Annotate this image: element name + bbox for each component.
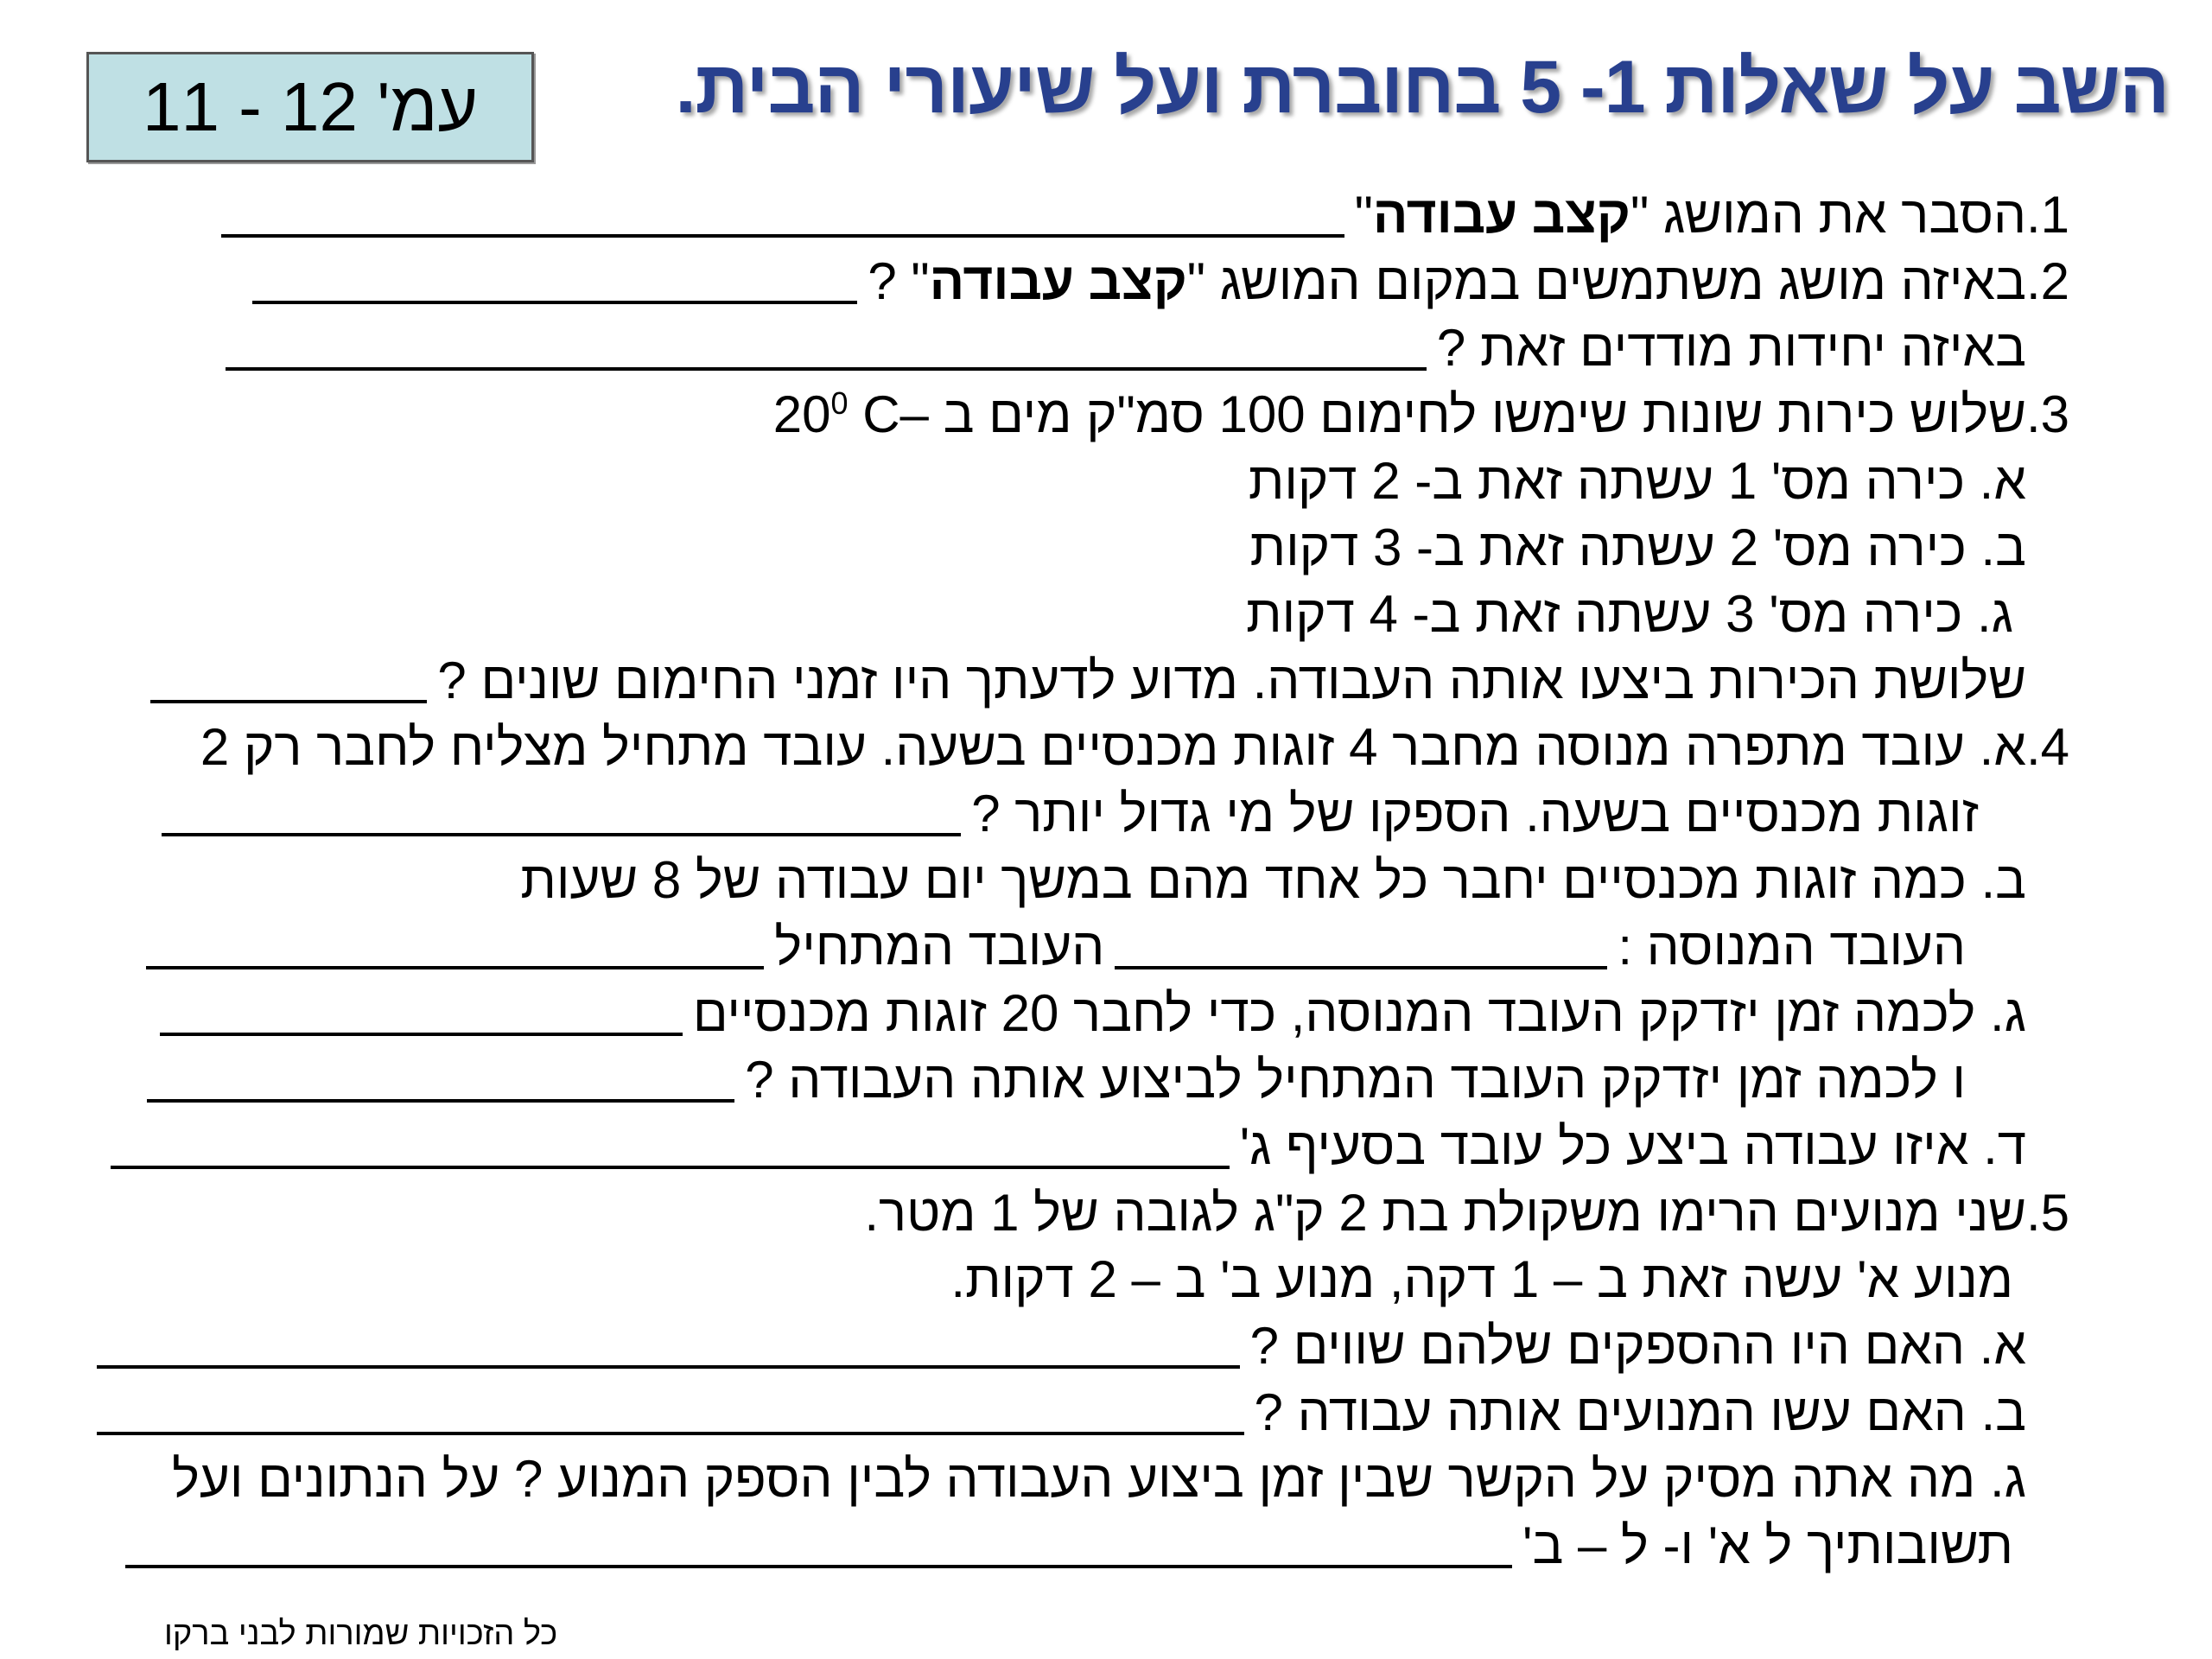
question-3-why-text: שלושת הכירות ביצעו אותה העבודה. מדוע לדעתך היו זמני החימום שונים ? xyxy=(437,652,2026,709)
answer-blank-q4c-beginner[interactable] xyxy=(147,1098,734,1103)
question-4d xyxy=(86,1113,2108,1179)
question-3-question xyxy=(86,647,2108,714)
experienced-worker-label: העובד המנוסה : xyxy=(1618,918,1966,976)
answer-blank-q5a[interactable] xyxy=(97,1364,1240,1369)
question-5 xyxy=(86,1179,2108,1246)
question-2-suffix: " ? xyxy=(868,252,930,310)
question-3-item-c xyxy=(86,581,2108,647)
stove-2-text: ב. כירה מס' 2 עשתה זאת ב- 3 דקות xyxy=(1249,518,2026,576)
answer-blank-q5c[interactable] xyxy=(125,1564,1512,1568)
question-2-text xyxy=(868,248,2026,315)
question-5c-text-1: ג. מה אתה מסיק על הקשר שבין זמן ביצוע העבודה לבין הספק המנוע ? על הנתונים ועל xyxy=(172,1450,2026,1508)
answer-blank-q4d[interactable] xyxy=(111,1165,1230,1169)
question-5c-text-2: תשובותיך ל א' ו- ל – ב' xyxy=(1522,1516,2013,1574)
question-number: .4 xyxy=(2026,718,2070,776)
stove-1-text: א. כירה מס' 1 עשתה זאת ב- 2 דקות xyxy=(1248,452,2026,510)
question-4a-text-1: א. עובד מתפרה מנוסה מחבר 4 זוגות מכנסיים בשעה. עובד מתחיל מצליח לחבר רק 2 xyxy=(200,718,2026,776)
worksheet-title: השב על שאלות 1- 5 בחוברת ועל שיעורי הבית. xyxy=(675,46,2169,129)
answer-blank-q3[interactable] xyxy=(150,699,427,703)
question-1-suffix: " xyxy=(1354,186,1373,244)
question-2-units-text: באיזה יחידות מודדים זאת ? xyxy=(1436,319,2026,377)
question-4c-text-1: ג. לכמה זמן יזדקק העובד המנוסה, כדי לחבר 20 זוגות מכנסיים xyxy=(692,984,2026,1042)
question-number: .1 xyxy=(2026,186,2070,244)
question-1 xyxy=(86,181,2108,248)
question-1-text xyxy=(1355,181,2026,248)
term-work-rate: קצב עבודה xyxy=(1372,186,1631,244)
question-5c-line-2 xyxy=(86,1512,2108,1579)
answer-blank-q4c-experienced[interactable] xyxy=(160,1032,683,1036)
degree-superscript: 0 xyxy=(830,385,849,421)
temperature-unit: C xyxy=(848,385,900,443)
question-3-text: שלוש כירות שונות שימשו לחימום 100 סמ"ק מים ב – xyxy=(899,385,2026,443)
question-4a-text-2: זוגות מכנסיים בשעה. הספקו של מי גדול יותר ? xyxy=(971,785,1979,842)
page-reference-badge xyxy=(86,52,534,162)
temperature-value xyxy=(759,381,899,448)
question-4c-line-2 xyxy=(86,1046,2108,1113)
answer-blank-q2b[interactable] xyxy=(226,366,1427,371)
question-5c xyxy=(86,1446,2108,1512)
page-reference-text: עמ' 12 - 11 xyxy=(142,68,479,145)
question-number: .3 xyxy=(2026,385,2070,443)
question-3-item-a xyxy=(86,448,2108,514)
question-number: .2 xyxy=(2026,252,2070,310)
answer-blank-q2a[interactable] xyxy=(252,300,857,304)
questions-list xyxy=(86,181,2108,1579)
question-4b-text: ב. כמה זוגות מכנסיים יחבר כל אחד מהם במשך יום עבודה של 8 שעות xyxy=(520,851,2026,909)
question-4b xyxy=(86,847,2108,913)
term-work-rate: קצב עבודה xyxy=(929,252,1187,310)
question-4d-text: ד. איזו עבודה ביצע כל עובד בסעיף ג' xyxy=(1239,1117,2026,1175)
question-4c xyxy=(86,980,2108,1046)
question-3 xyxy=(86,381,2108,448)
question-2-prefix: באיזה מושג משתמשים במקום המושג " xyxy=(1186,252,2026,310)
question-2-line-2 xyxy=(86,315,2108,381)
question-5a-text: א. האם היו ההספקים שלהם שווים ? xyxy=(1249,1317,2026,1375)
question-5-line-2 xyxy=(86,1246,2108,1313)
question-3-item-b xyxy=(86,514,2108,581)
question-5-text-2: מנוע א' עשה זאת ב – 1 דקה, מנוע ב' ב – 2 דקות. xyxy=(950,1250,2013,1308)
answer-blank-q5b[interactable] xyxy=(97,1431,1244,1435)
question-5b-text: ב. האם עשו המנועים אותה עבודה ? xyxy=(1254,1383,2026,1441)
question-2 xyxy=(86,248,2108,315)
question-4a-line-2 xyxy=(86,780,2108,847)
temperature-number: 20 xyxy=(772,385,831,443)
question-5-text-1: שני מנועים הרימו משקולת בת 2 ק"ג לגובה של 1 מטר. xyxy=(864,1184,2026,1242)
question-1-prefix: הסבר את המושג " xyxy=(1630,186,2026,244)
answer-blank-q4a[interactable] xyxy=(162,832,961,836)
question-4c-text-2: ו לכמה זמן יזדקק העובד המתחיל לביצוע אותה העבודה ? xyxy=(745,1051,1966,1109)
answer-blank-q4b-experienced[interactable] xyxy=(1115,965,1607,969)
question-5b xyxy=(86,1379,2108,1446)
answer-blank-q4b-beginner[interactable] xyxy=(146,965,764,969)
question-4 xyxy=(86,714,2108,780)
question-4b-answers xyxy=(86,913,2108,980)
question-number: .5 xyxy=(2026,1184,2070,1242)
answer-blank-q1[interactable] xyxy=(221,233,1344,238)
copyright-footer: כל הזכויות שמורות לבני ברקו xyxy=(164,1616,558,1652)
beginner-worker-label: העובד המתחיל xyxy=(774,918,1105,976)
question-5a xyxy=(86,1313,2108,1379)
stove-3-text: ג. כירה מס' 3 עשתה זאת ב- 4 דקות xyxy=(1246,585,2013,643)
